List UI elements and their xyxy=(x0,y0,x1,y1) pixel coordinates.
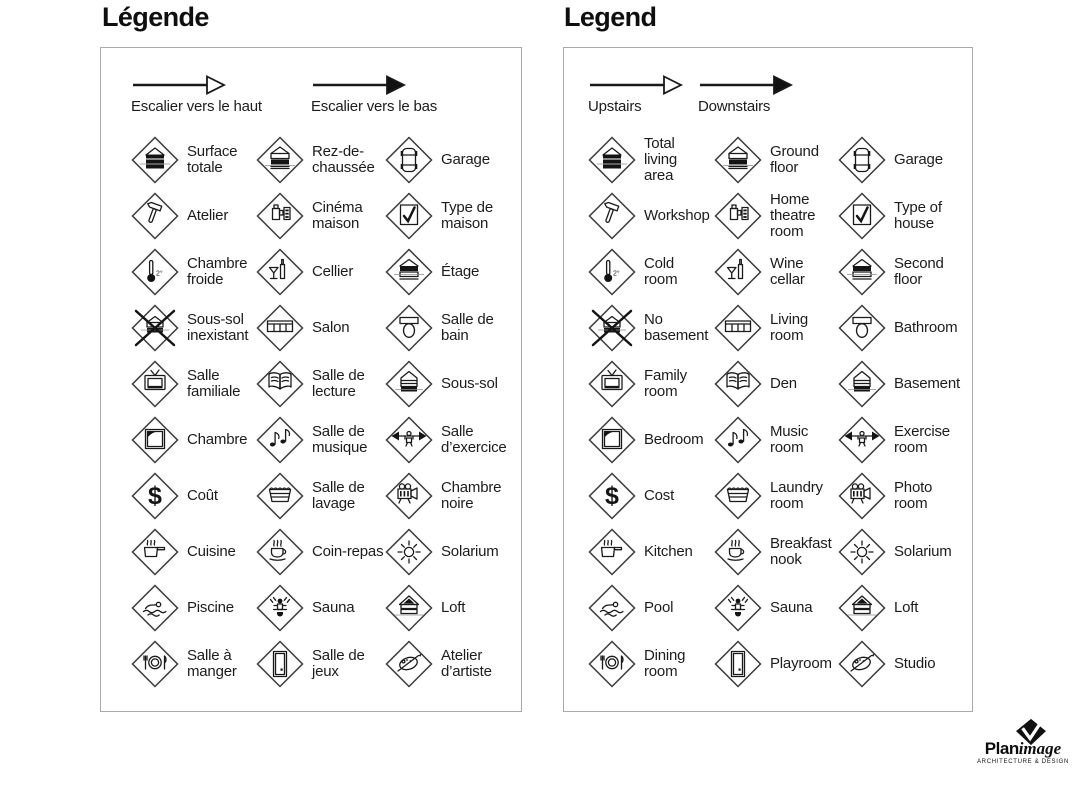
stair-arrows-row xyxy=(588,74,972,132)
legend-entry xyxy=(588,248,714,296)
legend-entry xyxy=(131,304,256,352)
legend-entry xyxy=(385,248,521,296)
entry-label: Salle de lecture xyxy=(312,366,365,400)
legend-entry xyxy=(385,304,521,352)
entry-label: Photo room xyxy=(894,478,933,512)
second-floor-icon xyxy=(838,248,886,296)
entry-label: Rez-de-chaussée xyxy=(312,142,375,176)
legend-entry xyxy=(838,304,972,352)
entry-label: Cellier xyxy=(312,262,354,280)
cold-room-icon xyxy=(131,248,179,296)
legend-entry xyxy=(131,136,256,184)
legend-entry xyxy=(838,192,972,240)
legend-entry xyxy=(256,248,385,296)
entry-label: Second floor xyxy=(894,254,944,288)
legend-entry xyxy=(838,528,972,576)
entry-label: Salle de jeux xyxy=(312,646,365,680)
stair-arrow-icon xyxy=(698,74,794,96)
exercise-room-icon xyxy=(838,416,886,464)
den-icon xyxy=(256,360,304,408)
legend-entry xyxy=(714,360,838,408)
stair-arrow-item xyxy=(311,74,491,115)
entry-label: Family room xyxy=(644,366,687,400)
legend-entry xyxy=(714,136,838,184)
entry-label: Sous-sol inexistant xyxy=(187,310,249,344)
legend-entry xyxy=(385,192,521,240)
stair-arrows-row xyxy=(131,74,521,132)
entry-label: Garage xyxy=(894,150,943,168)
legend-entry xyxy=(385,584,521,632)
legend-entry xyxy=(588,136,714,184)
loft-icon xyxy=(385,584,433,632)
entry-label: Cost xyxy=(644,486,675,504)
type-of-house-icon xyxy=(385,192,433,240)
planimage-logo xyxy=(971,718,1075,765)
legend-entry xyxy=(588,584,714,632)
legend-entry xyxy=(714,416,838,464)
music-room-icon xyxy=(256,416,304,464)
stair-arrow-icon xyxy=(311,74,407,96)
living-room-icon xyxy=(256,304,304,352)
breakfast-nook-icon xyxy=(714,528,762,576)
english-legend-title: Legend xyxy=(564,2,657,32)
legend-entry xyxy=(385,640,521,688)
legend-entry xyxy=(131,528,256,576)
english-legend-panel xyxy=(563,47,973,712)
entry-label: Music room xyxy=(770,422,809,456)
french-legend-panel xyxy=(100,47,522,712)
wine-cellar-icon xyxy=(256,248,304,296)
legend-entry xyxy=(838,136,972,184)
stair-arrow-item xyxy=(588,74,698,115)
legend-entry xyxy=(714,304,838,352)
total-area-icon xyxy=(131,136,179,184)
sauna-icon xyxy=(714,584,762,632)
entry-label: Chambre xyxy=(187,430,248,448)
legend-entry xyxy=(838,472,972,520)
entry-label: Atelier xyxy=(187,206,229,224)
legend-entry xyxy=(838,248,972,296)
legend-entry xyxy=(131,192,256,240)
bedroom-icon xyxy=(588,416,636,464)
pool-icon xyxy=(588,584,636,632)
legend-entry xyxy=(256,416,385,464)
legend-entry xyxy=(256,640,385,688)
family-room-icon xyxy=(588,360,636,408)
basement-icon xyxy=(385,360,433,408)
exercise-room-icon xyxy=(385,416,433,464)
legend-entry xyxy=(131,472,256,520)
entry-label: Atelier d’artiste xyxy=(441,646,492,680)
laundry-room-icon xyxy=(714,472,762,520)
kitchen-icon xyxy=(131,528,179,576)
legend-entry xyxy=(714,584,838,632)
logo-brand-script: image xyxy=(1018,739,1062,758)
entry-label: Bedroom xyxy=(644,430,704,448)
entry-label: Coin-repas xyxy=(312,542,384,560)
legend-entry xyxy=(131,584,256,632)
entry-label: Sauna xyxy=(770,598,813,616)
legend-entry xyxy=(256,584,385,632)
legend-entry xyxy=(714,248,838,296)
entry-label: Breakfast nook xyxy=(770,534,832,568)
legend-entry xyxy=(385,136,521,184)
entry-label: Den xyxy=(770,374,797,392)
breakfast-nook-icon xyxy=(256,528,304,576)
entry-label: Chambre froide xyxy=(187,254,248,288)
legend-entry xyxy=(131,416,256,464)
legend-entry xyxy=(588,304,714,352)
legend-entry xyxy=(256,528,385,576)
symbol-grid-french xyxy=(131,132,521,692)
garage-icon xyxy=(385,136,433,184)
stair-arrow-item xyxy=(131,74,311,115)
legend-entry xyxy=(588,472,714,520)
entry-label: Salon xyxy=(312,318,350,336)
legend-entry xyxy=(588,416,714,464)
playroom-icon xyxy=(714,640,762,688)
entry-label: Étage xyxy=(441,262,480,280)
entry-label: Salle familiale xyxy=(187,366,241,400)
entry-label: Home theatre room xyxy=(770,190,816,241)
legend-entry xyxy=(714,640,838,688)
pool-icon xyxy=(131,584,179,632)
solarium-icon xyxy=(838,528,886,576)
entry-label: Solarium xyxy=(441,542,499,560)
entry-label: Surface totale xyxy=(187,142,238,176)
stair-arrow-label: Upstairs xyxy=(588,98,642,115)
entry-label: Kitchen xyxy=(644,542,693,560)
entry-label: Coût xyxy=(187,486,218,504)
legend-entry xyxy=(838,416,972,464)
no-basement-icon xyxy=(131,304,179,352)
music-room-icon xyxy=(714,416,762,464)
legend-entry xyxy=(256,192,385,240)
entry-label: Salle de lavage xyxy=(312,478,365,512)
workshop-icon xyxy=(588,192,636,240)
entry-label: Basement xyxy=(894,374,960,392)
entry-label: Workshop xyxy=(644,206,710,224)
entry-label: Cold room xyxy=(644,254,678,288)
ground-floor-icon xyxy=(256,136,304,184)
studio-icon xyxy=(385,640,433,688)
entry-label: Playroom xyxy=(770,654,832,672)
legend-entry xyxy=(256,304,385,352)
logo-tagline: ARCHITECTURE & DESIGN xyxy=(976,759,1070,765)
legend-entry xyxy=(588,528,714,576)
legend-entry xyxy=(385,472,521,520)
legend-entry xyxy=(131,640,256,688)
bathroom-icon xyxy=(385,304,433,352)
loft-icon xyxy=(838,584,886,632)
legend-entry xyxy=(256,136,385,184)
stair-arrow-label: Escalier vers le haut xyxy=(131,98,262,115)
entry-label: Cinéma maison xyxy=(312,198,363,232)
family-room-icon xyxy=(131,360,179,408)
cost-icon xyxy=(131,472,179,520)
den-icon xyxy=(714,360,762,408)
sauna-icon xyxy=(256,584,304,632)
legend-entry xyxy=(588,192,714,240)
legend-entry xyxy=(714,192,838,240)
second-floor-icon xyxy=(385,248,433,296)
entry-label: Salle de musique xyxy=(312,422,368,456)
solarium-icon xyxy=(385,528,433,576)
entry-label: Solarium xyxy=(894,542,952,560)
legend-entry xyxy=(838,640,972,688)
bathroom-icon xyxy=(838,304,886,352)
garage-icon xyxy=(838,136,886,184)
entry-label: Pool xyxy=(644,598,674,616)
type-of-house-icon xyxy=(838,192,886,240)
legend-entry xyxy=(131,360,256,408)
legend-entry xyxy=(256,360,385,408)
cost-icon xyxy=(588,472,636,520)
legend-entry xyxy=(131,248,256,296)
entry-label: Type of house xyxy=(894,198,942,232)
entry-label: Wine cellar xyxy=(770,254,805,288)
home-theatre-icon xyxy=(714,192,762,240)
entry-label: Bathroom xyxy=(894,318,958,336)
entry-label: Living room xyxy=(770,310,808,344)
entry-label: Piscine xyxy=(187,598,234,616)
entry-label: Studio xyxy=(894,654,936,672)
entry-label: Sauna xyxy=(312,598,355,616)
stair-arrow-label: Escalier vers le bas xyxy=(311,98,438,115)
dining-room-icon xyxy=(588,640,636,688)
entry-label: Chambre noire xyxy=(441,478,502,512)
entry-label: Salle de bain xyxy=(441,310,494,344)
workshop-icon xyxy=(131,192,179,240)
symbol-grid-english xyxy=(588,132,972,692)
stair-arrow-icon xyxy=(131,74,227,96)
entry-label: Loft xyxy=(894,598,919,616)
no-basement-icon xyxy=(588,304,636,352)
entry-label: Sous-sol xyxy=(441,374,498,392)
home-theatre-icon xyxy=(256,192,304,240)
kitchen-icon xyxy=(588,528,636,576)
basement-icon xyxy=(838,360,886,408)
stair-arrow-label: Downstairs xyxy=(698,98,771,115)
stair-arrow-icon xyxy=(588,74,684,96)
entry-label: Total living area xyxy=(644,134,677,185)
bedroom-icon xyxy=(131,416,179,464)
legend-entry xyxy=(838,584,972,632)
wine-cellar-icon xyxy=(714,248,762,296)
legend-entry xyxy=(588,640,714,688)
entry-label: Salle d’exercice xyxy=(441,422,507,456)
logo-brand xyxy=(971,740,1075,758)
playroom-icon xyxy=(256,640,304,688)
cold-room-icon xyxy=(588,248,636,296)
entry-label: Salle à manger xyxy=(187,646,237,680)
legend-entry xyxy=(714,528,838,576)
total-area-icon xyxy=(588,136,636,184)
dining-room-icon xyxy=(131,640,179,688)
french-legend-title: Légende xyxy=(102,2,209,32)
photo-room-icon xyxy=(838,472,886,520)
laundry-room-icon xyxy=(256,472,304,520)
entry-label: Type de maison xyxy=(441,198,493,232)
legend-entry xyxy=(385,360,521,408)
photo-room-icon xyxy=(385,472,433,520)
entry-label: Dining room xyxy=(644,646,686,680)
entry-label: No basement xyxy=(644,310,709,344)
entry-label: Exercise room xyxy=(894,422,950,456)
entry-label: Laundry room xyxy=(770,478,823,512)
entry-label: Ground floor xyxy=(770,142,819,176)
entry-label: Cuisine xyxy=(187,542,236,560)
entry-label: Loft xyxy=(441,598,466,616)
legend-entry xyxy=(588,360,714,408)
studio-icon xyxy=(838,640,886,688)
legend-entry xyxy=(385,528,521,576)
stair-arrow-item xyxy=(698,74,808,115)
logo-brand-bold: Plan xyxy=(984,739,1019,758)
legend-entry xyxy=(256,472,385,520)
legend-entry xyxy=(838,360,972,408)
ground-floor-icon xyxy=(714,136,762,184)
living-room-icon xyxy=(714,304,762,352)
entry-label: Garage xyxy=(441,150,490,168)
legend-entry xyxy=(714,472,838,520)
legend-entry xyxy=(385,416,521,464)
